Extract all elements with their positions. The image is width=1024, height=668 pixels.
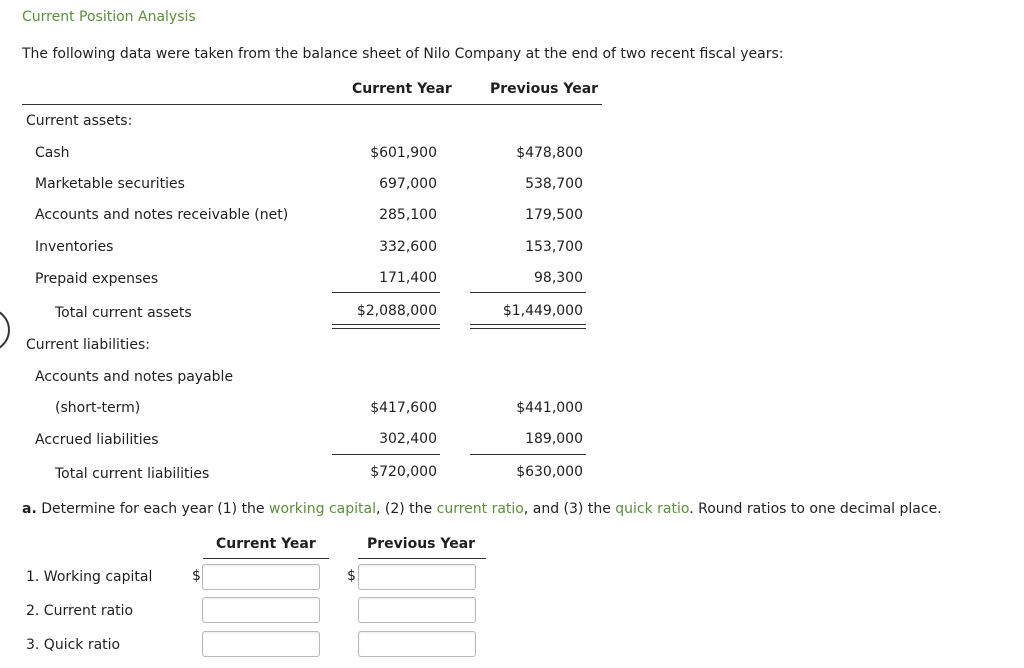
subtotal-rule-previous: [470, 454, 586, 455]
answer-header-rule-current: [203, 558, 329, 559]
liability-label-continued: (short-term): [55, 400, 141, 416]
asset-current: $601,900: [370, 145, 437, 161]
answer-header-rule-previous: [358, 558, 486, 559]
current-ratio-current-input[interactable]: [202, 597, 320, 623]
question-letter: a.: [22, 501, 37, 517]
header-current-year: Current Year: [352, 81, 452, 97]
asset-current: 332,600: [379, 239, 437, 255]
subtotal-rule-current: [332, 292, 440, 293]
asset-current: 697,000: [379, 176, 437, 192]
total-assets-previous: $1,449,000: [502, 303, 583, 319]
asset-previous: 538,700: [525, 176, 583, 192]
liability-current: $417,600: [370, 400, 437, 416]
current-ratio-previous-input[interactable]: [358, 597, 476, 623]
header-previous-year: Previous Year: [490, 81, 599, 97]
intro-text: The following data were taken from the balance sheet of Nilo Company at the end of two recent fiscal years:: [22, 46, 784, 62]
term-link-quick-ratio[interactable]: quick ratio: [615, 501, 690, 517]
answer-row-label: 2. Current ratio: [26, 603, 134, 619]
asset-label: Marketable securities: [35, 176, 185, 192]
header-rule: [22, 104, 602, 105]
question-part: , and (3) the: [523, 501, 611, 517]
working-capital-current-input[interactable]: [202, 564, 320, 590]
answer-header-current-year: Current Year: [216, 536, 316, 552]
liability-previous: 189,000: [525, 431, 583, 447]
asset-current: 285,100: [379, 207, 437, 223]
asset-label: Cash: [35, 145, 70, 161]
dollar-sign: $: [192, 568, 201, 584]
asset-previous: 98,300: [534, 270, 583, 286]
page-title: Current Position Analysis: [22, 9, 196, 25]
quick-ratio-previous-input[interactable]: [358, 631, 476, 657]
total-liabilities-label: Total current liabilities: [55, 466, 210, 482]
quick-ratio-current-input[interactable]: [202, 631, 320, 657]
asset-current: 171,400: [379, 270, 437, 286]
asset-label: Accounts and notes receivable (net): [35, 207, 289, 223]
total-double-rule-current: [332, 324, 440, 329]
total-assets-current: $2,088,000: [356, 303, 437, 319]
question-part: Determine for each year (1) the: [41, 501, 265, 517]
question-part: . Round ratios to one decimal place.: [689, 501, 942, 517]
working-capital-previous-input[interactable]: [358, 564, 476, 590]
current-liabilities-heading: Current liabilities:: [26, 337, 150, 353]
edge-circle-decoration: [0, 308, 10, 352]
liability-label: Accrued liabilities: [35, 432, 159, 448]
asset-previous: 179,500: [525, 207, 583, 223]
question-part: , (2) the: [376, 501, 433, 517]
term-link-current-ratio[interactable]: current ratio: [436, 501, 524, 517]
liability-label: Accounts and notes payable: [35, 369, 234, 385]
answer-row-label: 3. Quick ratio: [26, 637, 121, 653]
current-assets-heading: Current assets:: [26, 113, 133, 129]
liability-current: 302,400: [379, 431, 437, 447]
subtotal-rule-current: [332, 454, 440, 455]
answer-row-label: 1. Working capital: [26, 569, 153, 585]
asset-label: Inventories: [35, 239, 114, 255]
term-link-working-capital[interactable]: working capital: [269, 501, 376, 517]
total-liabilities-current: $720,000: [370, 464, 437, 480]
dollar-sign: $: [347, 568, 356, 584]
total-liabilities-previous: $630,000: [516, 464, 583, 480]
asset-previous: 153,700: [525, 239, 583, 255]
question-text: [22, 500, 942, 518]
total-double-rule-previous: [470, 324, 586, 329]
asset-label: Prepaid expenses: [35, 271, 159, 287]
liability-previous: $441,000: [516, 400, 583, 416]
subtotal-rule-previous: [470, 292, 586, 293]
asset-previous: $478,800: [516, 145, 583, 161]
total-assets-label: Total current assets: [55, 305, 192, 321]
answer-header-previous-year: Previous Year: [367, 536, 476, 552]
